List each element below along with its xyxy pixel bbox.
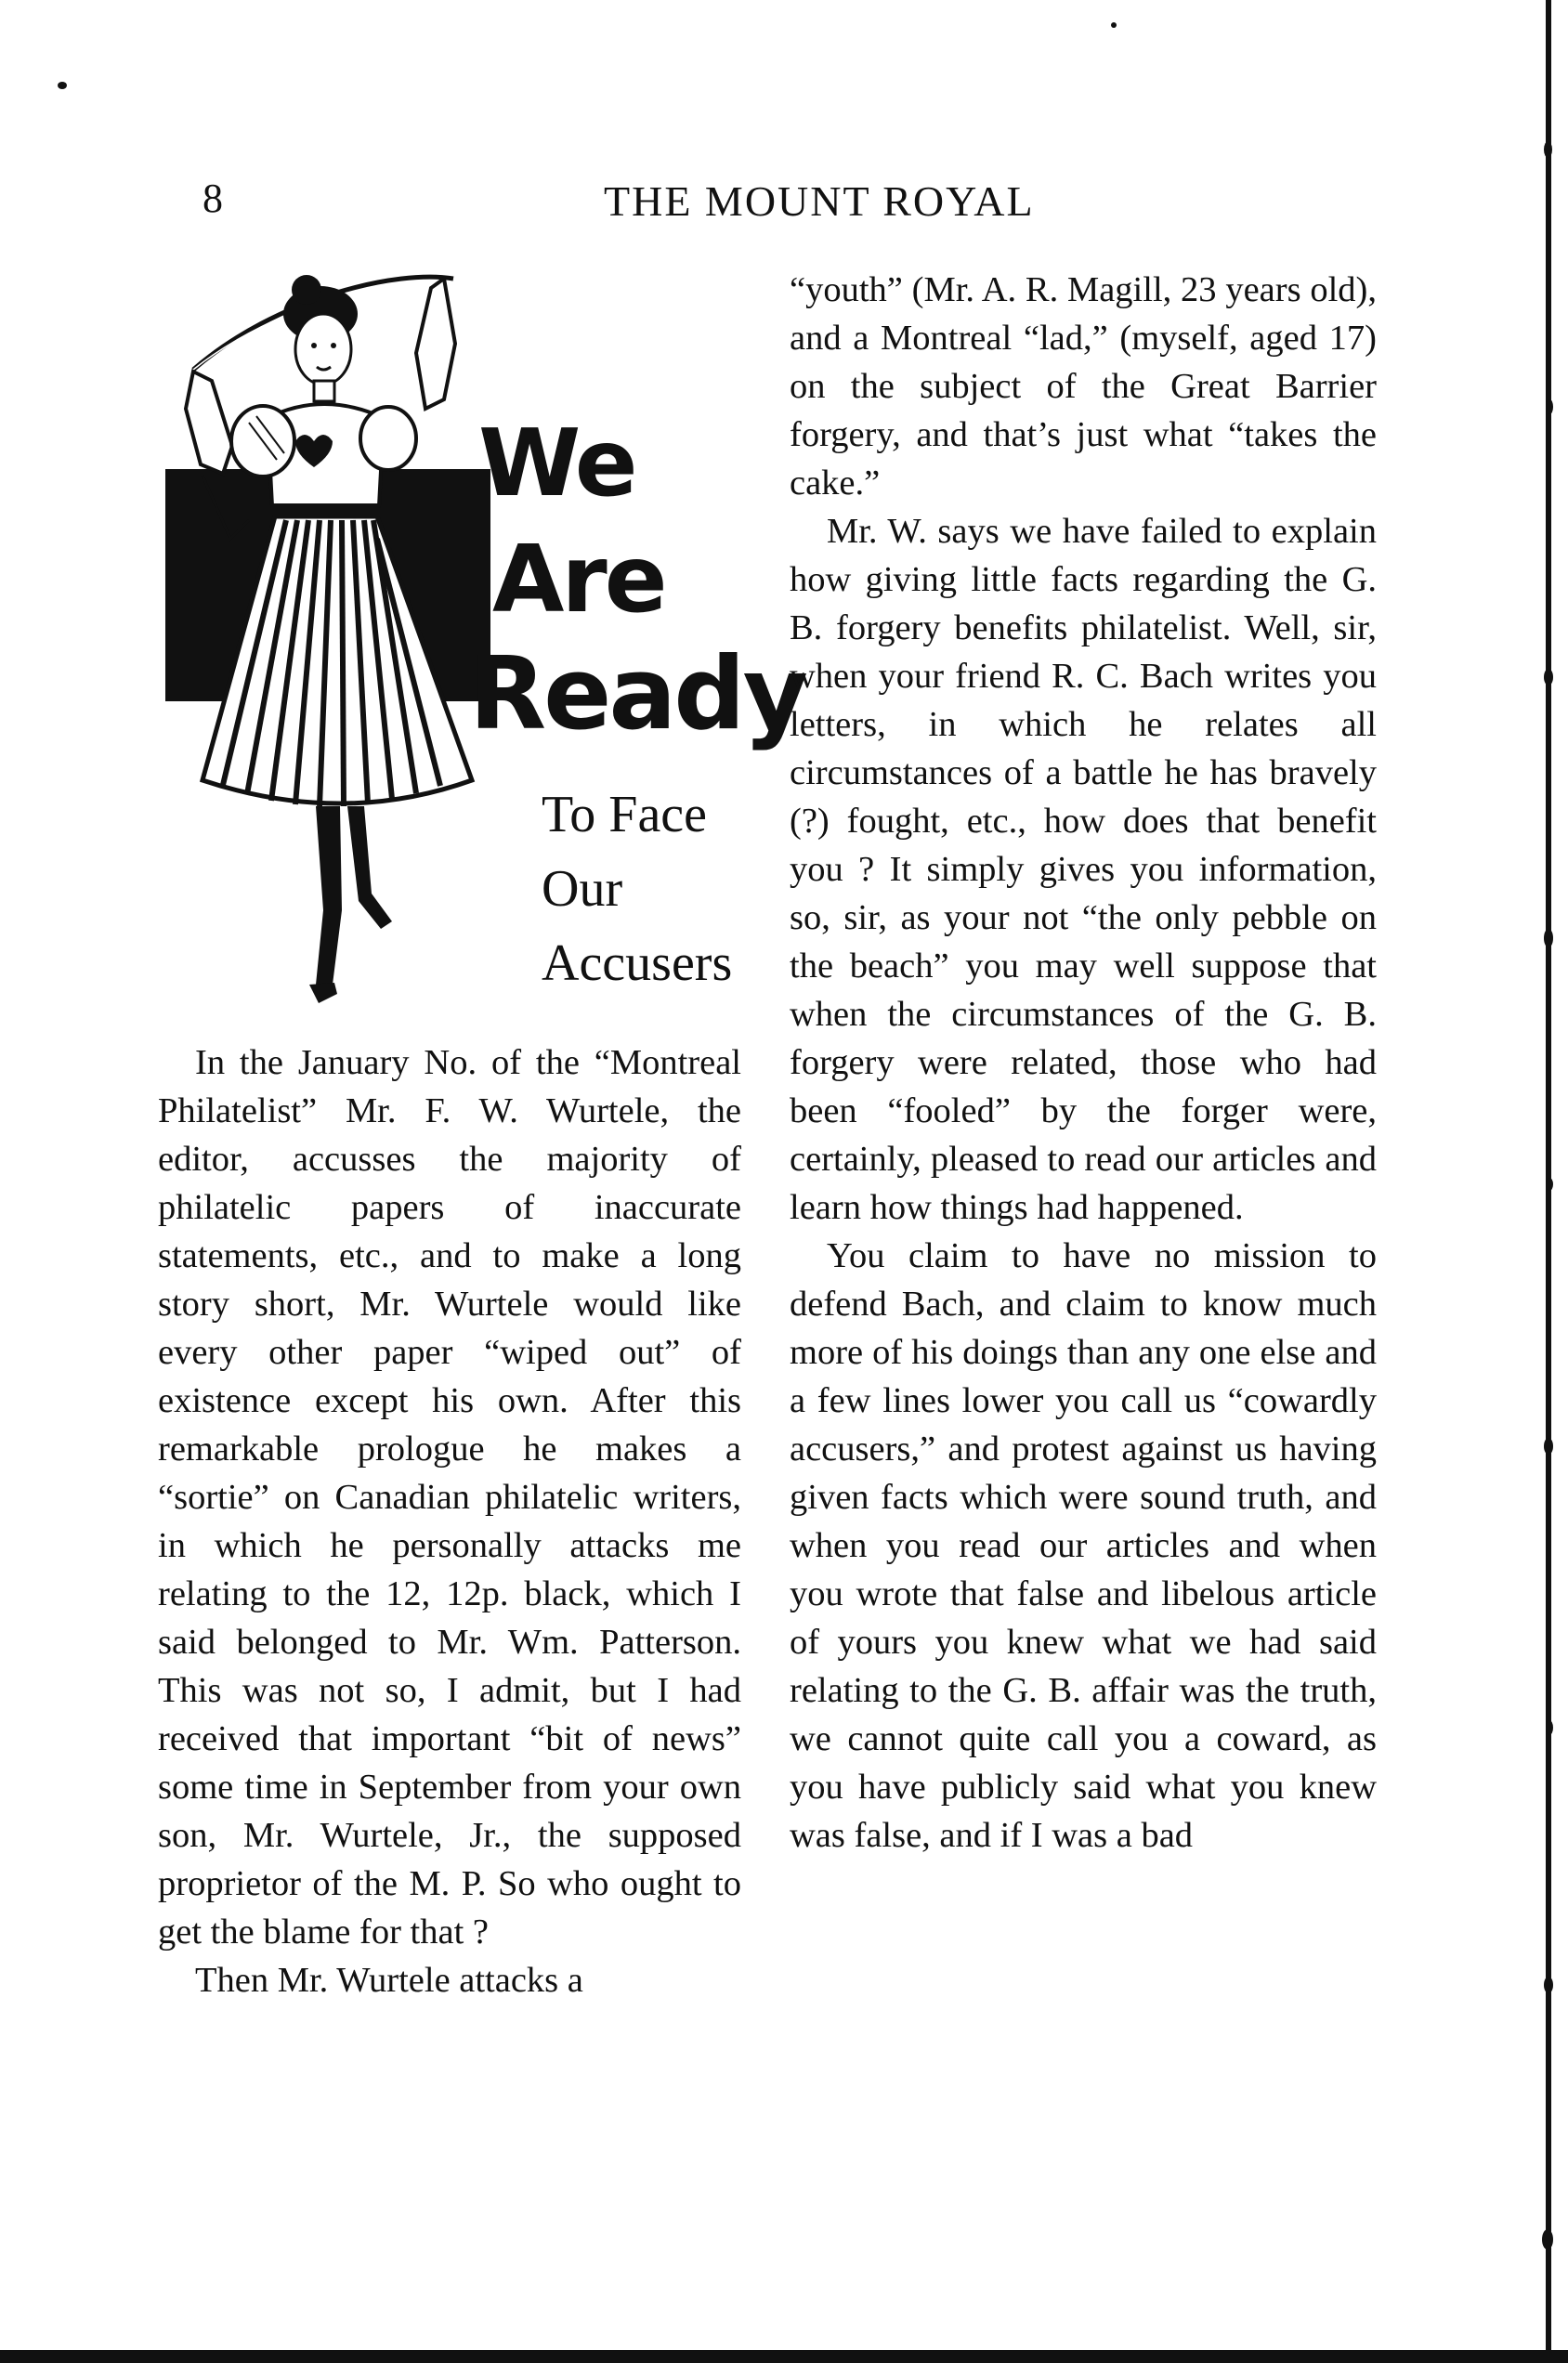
paragraph: Mr. W. says we have failed to explain how giving little facts regarding the G. B. forgery benefits philatelist. Well, sir, when your friend R. C. Bach writes you letters, in which he relates all circumstances of a battle he has bravely (?) fought, etc., how does that benefit you ? It simply gives you information, so, sir, as your not “the only pebble on the beach” you may well suppose that when the circumstances of the G. B. forgery were related, those who had been “fooled” by the forger were, certainly, pleased to read our articles and learn how things had happened. <box>790 512 1377 1227</box>
paragraph: You claim to have no mission to defend Bach, and claim to know much more of his doings than any one else and a few lines lower you call us “cowardly accusers,” and protest against us having given facts which were sound truth, and when you read our articles and when you wrote that false and libelous article of yours you knew what we had said relating to the G. B. affair was the truth, we cannot quite call you a coward, as you have publicly said what you knew was false, and if I was a bad <box>790 1236 1377 1855</box>
ink-speck <box>1544 669 1553 685</box>
page-edge-bottom <box>0 2350 1568 2363</box>
ink-speck <box>58 82 67 89</box>
left-text-column <box>158 1038 741 2004</box>
article-subtitle-line: Our <box>542 860 623 918</box>
article-subtitle-line: To Face <box>542 786 708 843</box>
ink-speck <box>1542 2229 1553 2250</box>
right-text-column <box>790 266 1377 1860</box>
ink-speck <box>1111 22 1117 28</box>
paragraph: In the January No. of the “Montreal Philatelist” Mr. F. W. Wurtele, the editor, accusses the majority of philatelic papers of inaccurate statements, etc., and to make a long story short, Mr. Wurtele would like every other paper “wiped out” of existence except his own. After this remarkable prologue he makes a “sortie” on Canadian philatelic writers, in which he personally attacks me relating to the 12, 12p. black, which I said belonged to Mr. Wm. Patterson. This was not so, I admit, but I had received that important “bit of news” some time in September from your own son, Mr. Wurtele, Jr., the supposed proprietor of the M. P. So who ought to get the blame for that ? <box>158 1043 741 1952</box>
ink-speck <box>1544 1977 1553 1993</box>
page-number: 8 <box>203 176 224 221</box>
article-title-word: Are <box>492 525 665 633</box>
ink-speck <box>1547 399 1553 414</box>
ink-speck <box>1544 929 1553 947</box>
paragraph: Then Mr. Wurtele attacks a <box>195 1961 583 2000</box>
running-title: THE MOUNT ROYAL <box>604 177 1035 225</box>
article-title-word: Ready <box>469 636 805 752</box>
article-title-word: We <box>478 409 635 517</box>
article-subtitle-line: Accusers <box>542 934 733 992</box>
ink-speck <box>1544 141 1552 158</box>
ink-speck <box>1546 1720 1553 1735</box>
ink-speck <box>1546 1178 1553 1191</box>
ink-speck <box>1544 1438 1553 1455</box>
paragraph: “youth” (Mr. A. R. Magill, 23 years old), and a Montreal “lad,” (myself, aged 17) on the subject of the Great Barrier forgery, and that’s just what “takes the cake.” <box>790 270 1377 503</box>
